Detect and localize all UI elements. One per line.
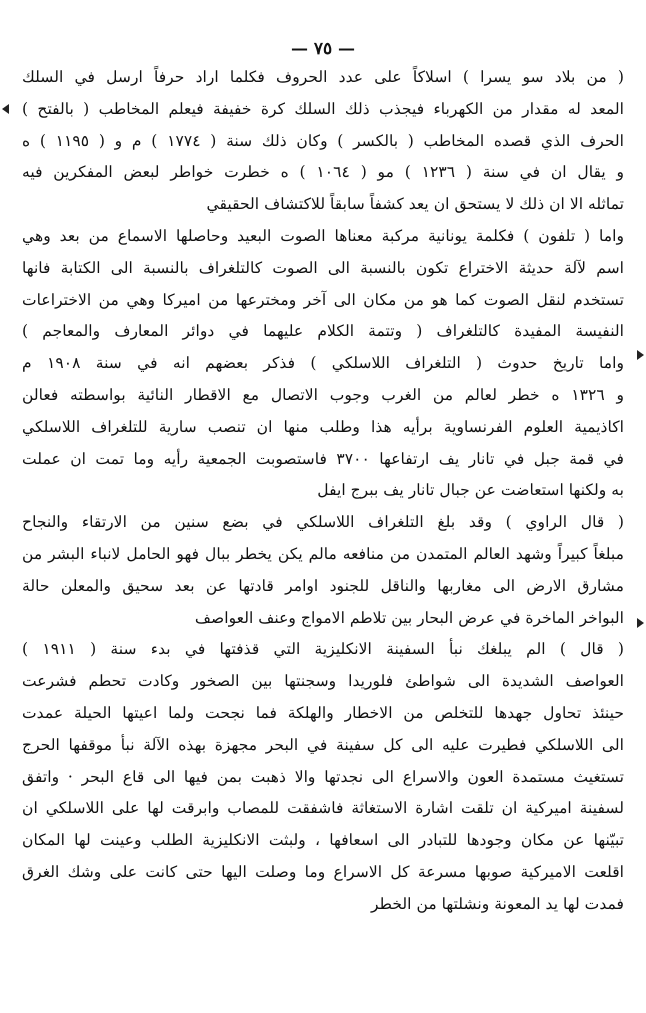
text-line: واما تاريخ حدوث ( التلغراف اللاسلكي ) فذكر بعضهم انه في سنة ١٩٠٨ م <box>22 354 624 373</box>
text-line: لسفينة اميركية ان تلقت اشارة الاستغاثة فاشفقت للمصاب وابرقت لها على اللاسلكي ان <box>22 799 624 818</box>
text-line: اسم لآلة حديثة الاختراع تكون بالنسبة الى الصوت كالتلغراف بالنسبة الى الكتابة فانها <box>22 258 624 277</box>
text-line: في قمة جبل في تانار يف ارتفاعها ٣٧٠٠ فاستصوبت الجمعية رأيه وما تمت ان عملت <box>22 449 624 468</box>
text-line: اكاذيمية العلوم الفرنساوية برأيه هذا وطلب منها ان تنصب سارية للتلغراف اللاسلكي <box>22 417 624 436</box>
text-line: تماثله الا ان ذلك لا يستحق ان يعد كشفاً سابقاً للاكتشاف الحقيقي <box>206 195 624 214</box>
text-line: تستغيث مستمدة العون والاسراع الى نجدتها والا ذهبت بمن فيها الى قاع البحر · واتفق <box>22 767 624 786</box>
text-line: تبيّنها عن مكان وجودها للتبادر الى اسعافها ، ولبثت الانكليزية الطلب وعينت لها المكان <box>22 831 624 850</box>
text-line: تستخدم لنقل الصوت كما هو من مكان الى آخر ومخترعها من اميركا وهي من الاختراعات <box>22 290 624 309</box>
text-line: ( قال الراوي ) وقد بلغ التلغراف اللاسلكي في بضع سنين من الارتقاء والنجاح <box>22 513 624 532</box>
text-line: مشارق الارض الى مغاربها والناقل للجنود اوامر قادتها عن بعد سحيق والمعلن حالة <box>22 576 624 595</box>
text-line: واما ( تلفون ) فكلمة يونانية مركبة معناها الصوت البعيد وحاصلها الاسماع من بعد وهي <box>22 226 624 245</box>
text-line: و يقال ان في سنة ( ١٢٣٦ ) مو ( ١٠٦٤ ) ه خطرت خواطر لبعض المفكرين فيه <box>22 163 624 182</box>
text-line: النفيسة المفيدة كالتلغراف ( وتتمة الكلام عليهما في دوائر المعارف والمعاجم ) <box>22 322 624 341</box>
text-line: المعد له مقدار من الكهرباء فيجذب ذلك السلك كرة خفيفة فيعلم المخاطب ( بالفتح ) <box>22 99 624 118</box>
text-line: به ولكنها استعاضت عن جبال تانار يف ببرج ايفل <box>317 481 624 500</box>
text-line: ( قال ) الم يبلغك نبأ السفينة الانكليزية التي قذفتها في بدء سنة ( ١٩١١ ) <box>22 640 624 659</box>
margin-arrow-icon <box>637 618 644 628</box>
text-line: فمدت لها يد المعونة ونشلتها من الخطر <box>370 894 624 913</box>
margin-arrow-icon <box>637 350 644 360</box>
text-line: اقلعت الاميركية صوبها مسرعة كل الاسراع وما وصلت اليها حتى كانت على وشك الغرق <box>22 862 624 881</box>
text-line: حينئذ تحاول جهدها للتخلص من الاخطار والهلكة فما نجحت ولما اعيتها الحيلة عمدت <box>22 703 624 722</box>
text-line: الحرف الذي قصده المخاطب ( بالكسر ) وكان ذلك سنة ( ١٧٧٤ ) م و ( ١١٩٥ ) ه <box>22 131 624 150</box>
text-line: ( من بلاد سو يسرا ) اسلاكاً على عدد الحروف فكلما اراد حرفاً ارسل في السلك <box>22 68 624 86</box>
page-body <box>22 62 624 921</box>
text-line: و ١٣٢٦ ه خطر لعالم من الغرب وجوب الاتصال مع الاقطار النائية بواسطته فعالن <box>22 385 624 404</box>
text-line: الى اللاسلكي فطيرت عليه الى كل سفينة في البحر مجهزة بهذه الآلة نبأ موقفها الحرج <box>22 735 624 754</box>
text-line: العواصف الشديدة الى شواطئ فلوريدا وسجنتها بين الصخور وكادت تحطم فشرعت <box>22 672 624 691</box>
text-line: مبلغاً كبيراً وشهد العالم المتمدن من منافعه مالم يكن يخطر ببال فهو الحامل لانباء البشر من <box>22 544 624 563</box>
page-number: — ٧٥ — <box>290 39 356 59</box>
margin-arrow-icon <box>2 104 9 114</box>
text-line: البواخر الماخرة في عرض البحار بين تلاطم الامواج وعنف العواصف <box>194 608 624 627</box>
